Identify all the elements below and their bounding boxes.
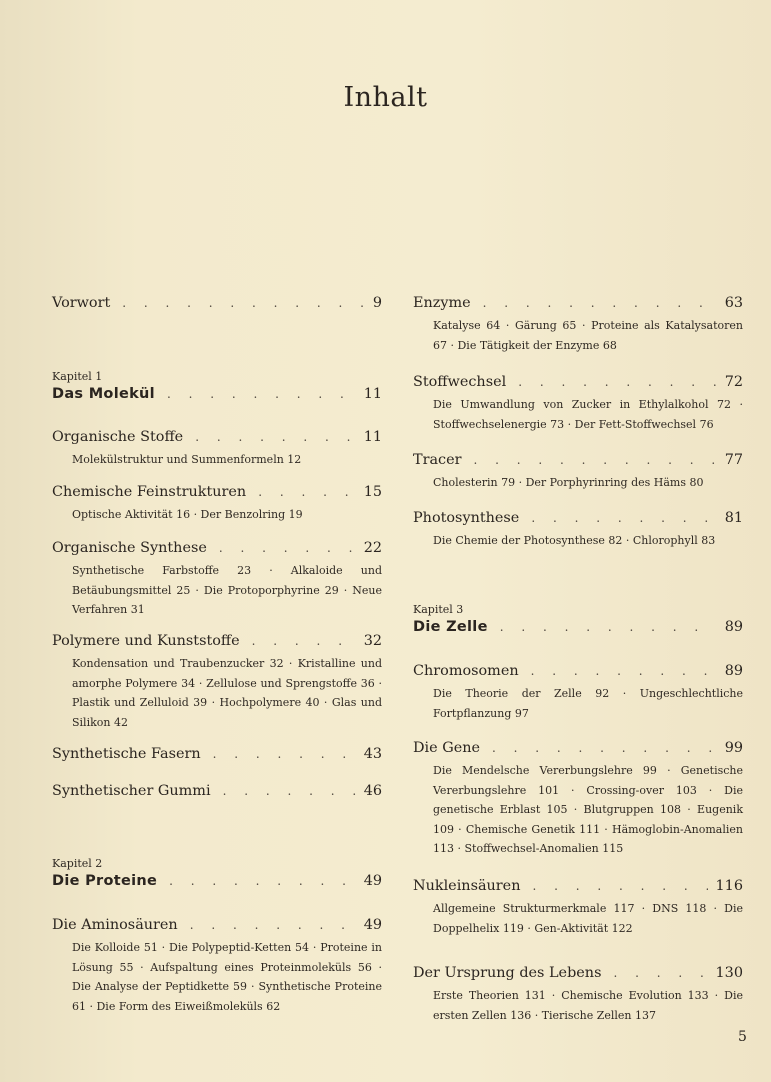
dot-leader: [613, 963, 707, 983]
entry-page: 15: [363, 484, 382, 500]
entry-subtopics: Katalyse 64 · Gärung 65 · Proteine als Katalysatoren 67 · Die Tätigkeit der Enzyme 68: [433, 319, 743, 352]
toc-entry[interactable]: [52, 915, 382, 1016]
entry-title: Nukleinsäuren: [413, 878, 521, 894]
entry-title: Organische Synthese: [52, 540, 207, 556]
dot-leader: [531, 508, 716, 528]
dot-leader: [195, 427, 355, 447]
entry-page: 49: [363, 873, 382, 889]
dot-leader: [532, 876, 707, 896]
toc-entry[interactable]: [413, 963, 743, 1025]
entry-title: Chemische Feinstrukturen: [52, 484, 247, 500]
toc-entry[interactable]: [413, 876, 743, 938]
entry-title: Polymere und Kunststoffe: [52, 633, 240, 649]
entry-subtopics: Synthetische Farbstoffe 23 · Alkaloide und Betäubungsmittel 25 · Die Protoporphyrine 29 · Neue Verfahren 31: [72, 564, 382, 616]
entry-page: 49: [363, 917, 382, 933]
chapter-label: Kapitel 1: [52, 370, 103, 383]
entry-subtopics: Die Theorie der Zelle 92 · Ungeschlechtliche Fortpflanzung 97: [433, 687, 743, 720]
chapter-heading-3[interactable]: [413, 603, 743, 637]
entry-subtopics: Die Chemie der Photosynthese 82 · Chlorophyll 83: [433, 534, 716, 547]
toc-entry[interactable]: [413, 293, 743, 355]
dot-leader: [213, 744, 356, 764]
dot-leader: [474, 450, 717, 470]
entry-page: 89: [724, 619, 743, 635]
dot-leader: [219, 538, 356, 558]
entry-title: Der Ursprung des Lebens: [413, 965, 602, 981]
dot-leader: [518, 372, 716, 392]
toc-entry[interactable]: [413, 450, 743, 493]
entry-subtopics: Molekülstruktur und Summenformeln 12: [72, 453, 302, 466]
dot-leader: [167, 384, 356, 404]
toc-entry[interactable]: [413, 661, 743, 723]
toc-entry[interactable]: [52, 538, 382, 620]
chapter-title: Die Proteine: [52, 873, 158, 889]
toc-entry[interactable]: [52, 482, 382, 525]
dot-leader: [258, 482, 356, 502]
entry-page: 22: [363, 540, 382, 556]
entry-title: Chromosomen: [413, 663, 519, 679]
page-number: 5: [738, 1029, 747, 1045]
chapter-label: Kapitel 3: [413, 603, 464, 616]
dot-leader: [492, 738, 717, 758]
page-title: Inhalt: [343, 82, 428, 113]
toc-entry[interactable]: [52, 744, 382, 764]
toc-entry[interactable]: [52, 781, 382, 801]
entry-title: Synthetische Fasern: [52, 746, 201, 762]
entry-page: 81: [724, 510, 743, 526]
entry-page: 130: [715, 965, 743, 981]
toc-entry[interactable]: [52, 427, 382, 470]
entry-title: Organische Stoffe: [52, 429, 184, 445]
dot-leader: [500, 617, 717, 637]
entry-page: 89: [724, 663, 743, 679]
entry-page: 11: [363, 429, 382, 445]
entry-title: Vorwort: [52, 295, 111, 311]
entry-subtopics: Cholesterin 79 · Der Porphyrinring des Häms 80: [433, 476, 704, 489]
entry-title: Die Aminosäuren: [52, 917, 178, 933]
entry-subtopics: Die Kolloide 51 · Die Polypeptid-Ketten 54 · Proteine in Lösung 55 · Aufspaltung eines Proteinmoleküls 56 · Die Analyse der Peptidkette 59 · Synthetische Proteine 61 · Die Form des Eiweißmoleküls 62: [72, 941, 382, 1013]
chapter-heading-2[interactable]: [52, 857, 382, 891]
entry-page: 116: [715, 878, 743, 894]
dot-leader: [169, 871, 356, 891]
toc-entry[interactable]: [413, 508, 743, 551]
dot-leader: [531, 661, 717, 681]
entry-page: 63: [724, 295, 743, 311]
entry-page: 72: [724, 374, 743, 390]
entry-page: 9: [372, 295, 382, 311]
dot-leader: [223, 781, 356, 801]
entry-subtopics: Optische Aktivität 16 · Der Benzolring 19: [72, 508, 303, 521]
entry-page: 11: [363, 386, 382, 402]
chapter-title: Das Molekül: [52, 386, 155, 402]
chapter-title: Die Zelle: [413, 619, 488, 635]
entry-title: Photosynthese: [413, 510, 520, 526]
chapter-heading-1[interactable]: [52, 370, 382, 404]
entry-title: Tracer: [413, 452, 462, 468]
entry-page: 77: [724, 452, 743, 468]
dot-leader: [190, 915, 356, 935]
dot-leader: [122, 293, 365, 313]
toc-entry[interactable]: [413, 372, 743, 434]
entry-page: 46: [363, 783, 382, 799]
entry-title: Stoffwechsel: [413, 374, 507, 390]
entry-subtopics: Die Mendelsche Vererbungslehre 99 · Genetische Vererbungslehre 101 · Crossing-over 103 · Die genetische Erblast 105 · Blutgruppen 108 · Eugenik 109 · Chemische Genetik 111 · Hämoglobin-Anomalien 113 · Stoffwechsel-Anomalien 115: [433, 764, 743, 855]
entry-title: Die Gene: [413, 740, 481, 756]
entry-subtopics: Erste Theorien 131 · Chemische Evolution 133 · Die ersten Zellen 136 · Tierische Zellen 137: [433, 989, 743, 1022]
entry-title: Synthetischer Gummi: [52, 783, 211, 799]
entry-page: 43: [363, 746, 382, 762]
dot-leader: [252, 631, 356, 651]
toc-entry-vorwort[interactable]: [52, 293, 382, 313]
toc-entry[interactable]: [52, 631, 382, 732]
chapter-label: Kapitel 2: [52, 857, 103, 870]
entry-subtopics: Die Umwandlung von Zucker in Ethylalkohol 72 · Stoffwechselenergie 73 · Der Fett-Stoffwechsel 76: [433, 398, 743, 431]
entry-subtopics: Allgemeine Strukturmerkmale 117 · DNS 118 · Die Doppelhelix 119 · Gen-Aktivität 122: [433, 902, 743, 935]
entry-page: 99: [724, 740, 743, 756]
toc-entry[interactable]: [413, 738, 743, 859]
entry-page: 32: [363, 633, 382, 649]
entry-subtopics: Kondensation und Traubenzucker 32 · Kristalline und amorphe Polymere 34 · Zellulose und Sprengstoffe 36 · Plastik und Zelluloid 39 · Hochpolymere 40 · Glas und Silikon 42: [72, 657, 382, 729]
dot-leader: [483, 293, 717, 313]
entry-title: Enzyme: [413, 295, 471, 311]
